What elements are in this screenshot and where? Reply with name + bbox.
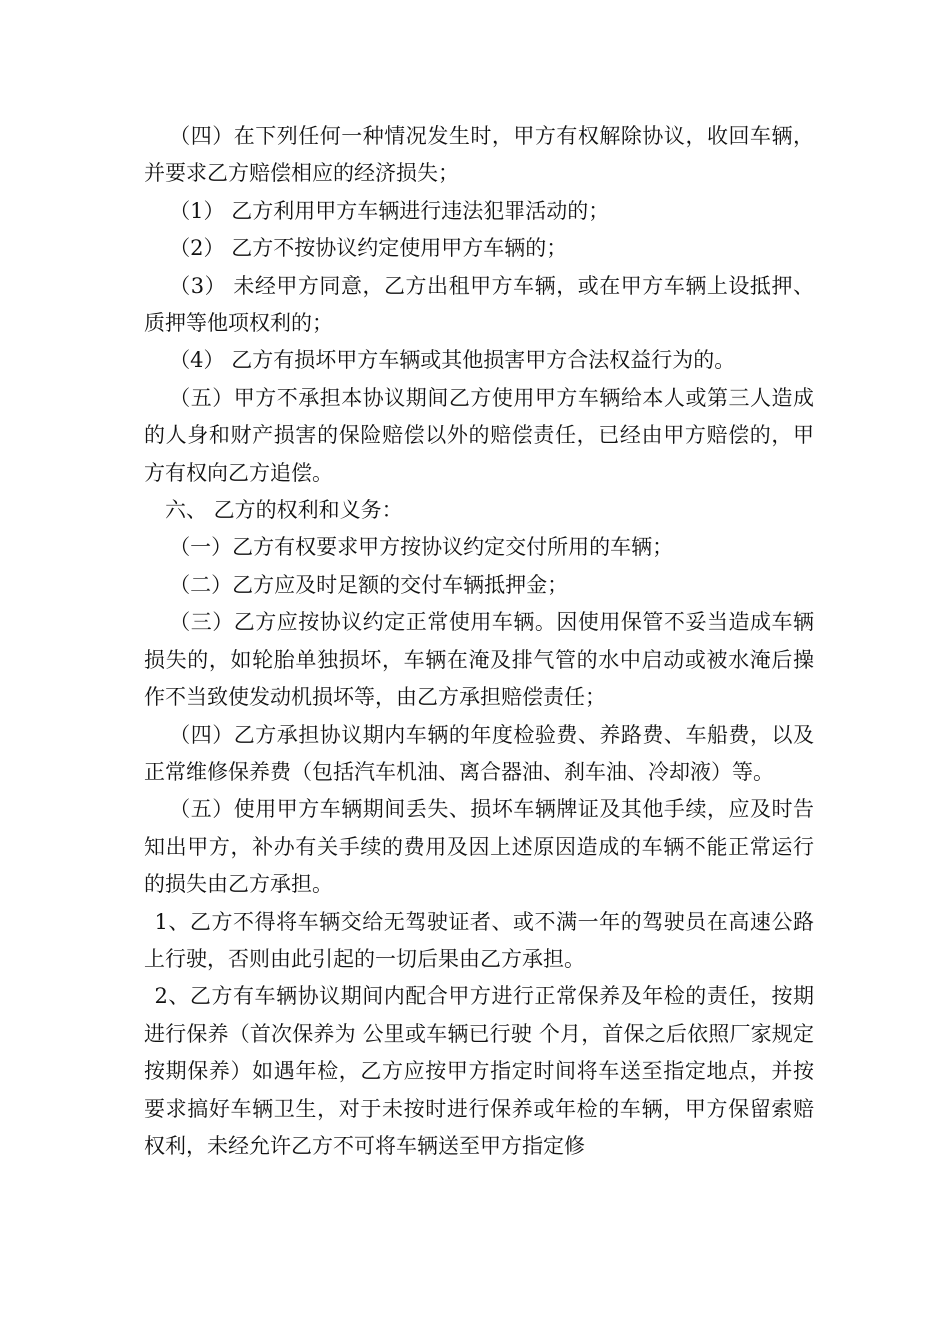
paragraph-numbered-2: 2、乙方有车辆协议期间内配合甲方进行正常保养及年检的责任，按期进行保养（首次保养为 公里或车辆已行驶 个月，首保之后依照厂家规定按期保养）如遇年检，乙方应按甲方指定时间将车送至指定地点，并按要求搞好车辆卫生，对于未按时进行保养或年检的车辆，甲方保留索赔权利，未经允许乙方不可将车辆送至甲方指定修	[144, 984, 814, 1158]
paragraph-numbered-1: 1、乙方不得将车辆交给无驾驶证者、或不满一年的驾驶员在高速公路上行驶，否则由此引起的一切后果由乙方承担。	[144, 909, 814, 971]
paragraph-b-clause-4: （四）乙方承担协议期内车辆的年度检验费、养路费、车船费，以及正常维修保养费（包括汽车机油、离合器油、刹车油、冷却液）等。	[144, 722, 814, 784]
paragraph-item-2: （2） 乙方不按协议约定使用甲方车辆的；	[169, 236, 568, 261]
paragraph-item-3: （3） 未经甲方同意，乙方出租甲方车辆，或在甲方车辆上设抵押、质押等他项权利的；	[144, 273, 814, 336]
paragraph-clause-5: （五）甲方不承担本协议期间乙方使用甲方车辆给本人或第三人造成的人身和财产损害的保险赔偿以外的赔偿责任，已经由甲方赔偿的，甲方有权向乙方追偿。	[144, 385, 814, 485]
paragraph-b-clause-1: （一）乙方有权要求甲方按协议约定交付所用的车辆；	[169, 535, 674, 560]
section-heading-6: 六、 乙方的权利和义务：	[165, 498, 403, 523]
paragraph-clause-4: （四）在下列任何一种情况发生时，甲方有权解除协议，收回车辆，并要求乙方赔偿相应的经济损失；	[144, 124, 814, 186]
paragraph-b-clause-5: （五）使用甲方车辆期间丢失、损坏车辆牌证及其他手续，应及时告知出甲方，补办有关手续的费用及因上述原因造成的车辆不能正常运行的损失由乙方承担。	[144, 797, 814, 897]
paragraph-b-clause-3: （三）乙方应按协议约定正常使用车辆。因使用保管不妥当造成车辆损失的，如轮胎单独损坏，车辆在淹及排气管的水中启动或被水淹后操作不当致使发动机损坏等，由乙方承担赔偿责任；	[144, 610, 814, 710]
document-body	[144, 118, 814, 1165]
paragraph-item-1: （1） 乙方利用甲方车辆进行违法犯罪活动的；	[169, 198, 610, 223]
paragraph-b-clause-2: （二）乙方应及时足额的交付车辆抵押金；	[169, 572, 569, 597]
paragraph-item-4: （4） 乙方有损坏甲方车辆或其他损害甲方合法权益行为的。	[169, 348, 736, 373]
